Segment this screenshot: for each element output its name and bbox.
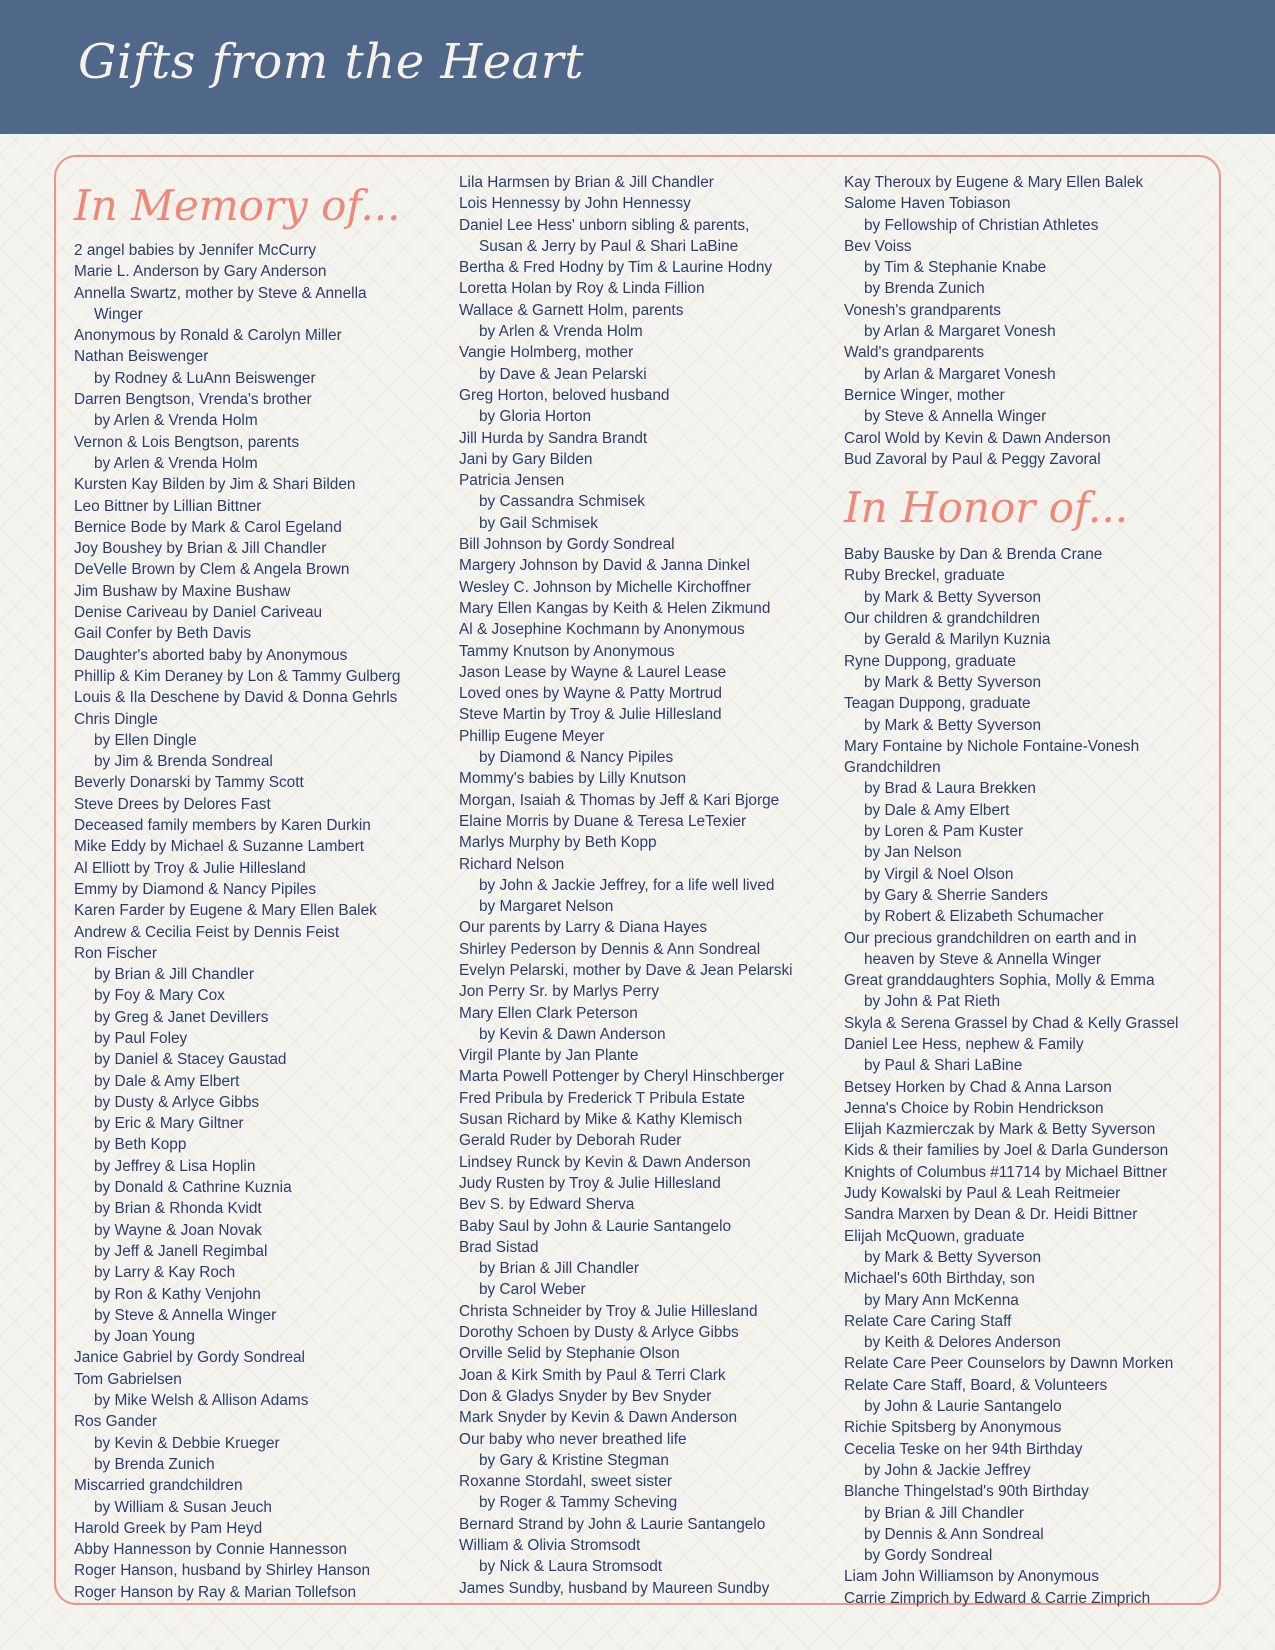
list-item: Wesley C. Johnson by Michelle Kirchoffner xyxy=(459,578,751,596)
list-item: by John & Jackie Jeffrey xyxy=(864,1461,1031,1479)
list-item: by Brian & Jill Chandler xyxy=(479,1260,639,1278)
list-item: Betsey Horken by Chad & Anna Larson xyxy=(844,1078,1112,1096)
list-item: Winger xyxy=(94,305,143,323)
list-item: Bernice Bode by Mark & Carol Egeland xyxy=(74,518,342,536)
list-item: by Loren & Pam Kuster xyxy=(864,823,1024,841)
list-item: Emmy by Diamond & Nancy Pipiles xyxy=(74,880,317,898)
list-item: Kursten Kay Bilden by Jim & Shari Bilden xyxy=(74,476,356,494)
list-item: Our baby who never breathed life xyxy=(459,1430,687,1448)
list-item: by Dennis & Ann Sondreal xyxy=(864,1525,1044,1543)
list-item: Gail Confer by Beth Davis xyxy=(74,625,252,643)
list-item: Tammy Knutson by Anonymous xyxy=(459,642,675,660)
list-item: by Brenda Zunich xyxy=(864,280,985,298)
list-item: Marlys Murphy by Beth Kopp xyxy=(459,834,657,852)
list-item: by Daniel & Stacey Gaustad xyxy=(94,1051,287,1069)
list-item: Mark Snyder by Kevin & Dawn Anderson xyxy=(459,1409,738,1427)
list-item: Lois Hennessy by John Hennessy xyxy=(459,195,691,213)
list-item: by Arlen & Vrenda Holm xyxy=(94,412,258,430)
list-item: Elaine Morris by Duane & Teresa LeTexier xyxy=(459,812,747,830)
list-item: Christa Schneider by Troy & Julie Hillesland xyxy=(459,1302,758,1320)
list-item: by Robert & Elizabeth Schumacher xyxy=(864,908,1104,926)
list-item: Elijah McQuown, graduate xyxy=(844,1227,1025,1245)
list-item: Jon Perry Sr. by Marlys Perry xyxy=(459,983,660,1001)
list-item: Jenna's Choice by Robin Hendrickson xyxy=(844,1099,1104,1117)
list-item: Phillip Eugene Meyer xyxy=(459,727,605,745)
list-item: by Dusty & Arlyce Gibbs xyxy=(94,1093,260,1111)
list-item: by John & Pat Rieth xyxy=(864,993,1001,1011)
memory-list-col3 xyxy=(844,172,1219,470)
list-item: Judy Rusten by Troy & Julie Hillesland xyxy=(459,1174,721,1192)
list-item: Leo Bittner by Lillian Bittner xyxy=(74,497,262,515)
list-item: Mary Ellen Kangas by Keith & Helen Zikmund xyxy=(459,599,771,617)
list-item: by Brad & Laura Brekken xyxy=(864,780,1036,798)
list-item: Virgil Plante by Jan Plante xyxy=(459,1047,639,1065)
list-item: Bill Johnson by Gordy Sondreal xyxy=(459,536,675,554)
list-item: by Brian & Jill Chandler xyxy=(864,1504,1024,1522)
list-item: by John & Laurie Santangelo xyxy=(864,1398,1062,1416)
list-item: Louis & Ila Deschene by David & Donna Gehrls xyxy=(74,689,398,707)
list-item: 2 angel babies by Jennifer McCurry xyxy=(74,242,317,259)
column-2 xyxy=(459,172,834,1599)
list-item: Michael's 60th Birthday, son xyxy=(844,1270,1035,1288)
list-item: Denise Cariveau by Daniel Cariveau xyxy=(74,604,323,622)
list-item: Dorothy Schoen by Dusty & Arlyce Gibbs xyxy=(459,1324,739,1342)
list-item: Al & Josephine Kochmann by Anonymous xyxy=(459,621,745,639)
list-item: Mary Ellen Clark Peterson xyxy=(459,1004,638,1022)
list-item: by Mark & Betty Syverson xyxy=(864,588,1042,606)
list-item: by Jan Nelson xyxy=(864,844,962,862)
list-item: Susan Richard by Mike & Kathy Klemisch xyxy=(459,1111,743,1129)
list-item: Loved ones by Wayne & Patty Mortrud xyxy=(459,685,722,703)
memory-list-col2 xyxy=(459,172,834,1599)
list-item: by Eric & Mary Giltner xyxy=(94,1115,244,1133)
list-item: Bev Voiss xyxy=(844,237,912,255)
list-item: by William & Susan Jeuch xyxy=(94,1498,272,1516)
list-item: Steve Martin by Troy & Julie Hillesland xyxy=(459,706,722,724)
list-item: Bev S. by Edward Sherva xyxy=(459,1196,635,1214)
list-item: Jani by Gary Bilden xyxy=(459,450,593,468)
list-item: Bernice Winger, mother xyxy=(844,386,1005,404)
list-item: Relate Care Caring Staff xyxy=(844,1312,1012,1330)
column-3 xyxy=(844,172,1219,1609)
list-item: James Sundby, husband by Maureen Sundby xyxy=(459,1579,770,1597)
list-item: Ruby Breckel, graduate xyxy=(844,567,1005,585)
list-item: Deceased family members by Karen Durkin xyxy=(74,817,371,835)
list-item: by Dale & Amy Elbert xyxy=(864,801,1010,819)
list-item: by Paul & Shari LaBine xyxy=(864,1057,1023,1075)
list-item: Al Elliott by Troy & Julie Hillesland xyxy=(74,859,306,877)
list-item: Steve Drees by Delores Fast xyxy=(74,795,271,813)
list-item: Jill Hurda by Sandra Brandt xyxy=(459,429,648,447)
list-item: by Jeffrey & Lisa Hoplin xyxy=(94,1157,256,1175)
list-item: by Arlan & Margaret Vonesh xyxy=(864,365,1056,383)
list-item: Andrew & Cecilia Feist by Dennis Feist xyxy=(74,923,340,941)
list-item: Bertha & Fred Hodny by Tim & Laurine Hodny xyxy=(459,259,773,277)
list-item: Richard Nelson xyxy=(459,855,565,873)
list-item: Our children & grandchildren xyxy=(844,610,1040,628)
list-item: by Carol Weber xyxy=(479,1281,586,1299)
list-item: Our parents by Larry & Diana Hayes xyxy=(459,919,708,937)
list-item: by Dale & Amy Elbert xyxy=(94,1072,240,1090)
list-item: Cecelia Teske on her 94th Birthday xyxy=(844,1440,1083,1458)
list-item: by Virgil & Noel Olson xyxy=(864,865,1014,883)
list-item: by Jim & Brenda Sondreal xyxy=(94,753,273,771)
list-item: Chris Dingle xyxy=(74,710,158,728)
list-item: Mary Fontaine by Nichole Fontaine-Vonesh xyxy=(844,737,1140,755)
list-item: Wald's grandparents xyxy=(844,344,985,362)
list-item: by Arlen & Vrenda Holm xyxy=(479,323,643,341)
list-item: by Nick & Laura Stromsodt xyxy=(479,1558,663,1576)
list-item: Miscarried grandchildren xyxy=(74,1477,243,1495)
list-item: Daniel Lee Hess' unborn sibling & parents, xyxy=(459,216,750,234)
column-1 xyxy=(74,172,449,1603)
list-item: Vernon & Lois Bengtson, parents xyxy=(74,433,300,451)
list-item: by Foy & Mary Cox xyxy=(94,987,225,1005)
list-item: by Kevin & Dawn Anderson xyxy=(479,1025,666,1043)
list-item: by Margaret Nelson xyxy=(479,898,614,916)
list-item: by Steve & Annella Winger xyxy=(864,408,1047,426)
list-item: by Mark & Betty Syverson xyxy=(864,673,1042,691)
list-item: Annella Swartz, mother by Steve & Annella xyxy=(74,284,367,302)
list-item: by Steve & Annella Winger xyxy=(94,1306,277,1324)
list-item: by Fellowship of Christian Athletes xyxy=(864,216,1099,234)
list-item: Daughter's aborted baby by Anonymous xyxy=(74,646,348,664)
list-item: Vonesh's grandparents xyxy=(844,301,1001,319)
header-banner xyxy=(0,0,1275,134)
list-item: by Arlen & Vrenda Holm xyxy=(94,454,258,472)
list-item: Jim Bushaw by Maxine Bushaw xyxy=(74,582,291,600)
list-item: Fred Pribula by Frederick T Pribula Estate xyxy=(459,1089,745,1107)
list-item: by Keith & Delores Anderson xyxy=(864,1334,1061,1352)
list-item: Richie Spitsberg by Anonymous xyxy=(844,1419,1062,1437)
list-item: Mike Eddy by Michael & Suzanne Lambert xyxy=(74,838,365,856)
list-item: Elijah Kazmierczak by Mark & Betty Syverson xyxy=(844,1121,1156,1139)
list-item: by Roger & Tammy Scheving xyxy=(479,1494,678,1512)
list-item: by Gary & Sherrie Sanders xyxy=(864,886,1048,904)
list-item: Loretta Holan by Roy & Linda Fillion xyxy=(459,280,705,298)
list-item: Blanche Thingelstad's 90th Birthday xyxy=(844,1483,1089,1501)
list-item: Brad Sistad xyxy=(459,1238,539,1256)
list-item: by Beth Kopp xyxy=(94,1136,187,1154)
list-item: by Gloria Horton xyxy=(479,408,592,426)
list-item: Salome Haven Tobiason xyxy=(844,195,1011,213)
list-item: Baby Bauske by Dan & Brenda Crane xyxy=(844,546,1103,564)
list-item: by Donald & Cathrine Kuznia xyxy=(94,1179,292,1197)
list-item: Nathan Beiswenger xyxy=(74,348,209,366)
list-item: by John & Jackie Jeffrey, for a life well lived xyxy=(479,876,775,894)
list-item: Mommy's babies by Lilly Knutson xyxy=(459,770,687,788)
list-item: Marta Powell Pottenger by Cheryl Hinschberger xyxy=(459,1068,785,1086)
list-item: Knights of Columbus #11714 by Michael Bittner xyxy=(844,1163,1168,1181)
list-item: Skyla & Serena Grassel by Chad & Kelly Grassel xyxy=(844,1014,1179,1032)
list-item: Roxanne Stordahl, sweet sister xyxy=(459,1473,673,1491)
list-item: Daniel Lee Hess, nephew & Family xyxy=(844,1035,1084,1053)
list-item: by Mark & Betty Syverson xyxy=(864,716,1042,734)
list-item: by Brenda Zunich xyxy=(94,1455,215,1473)
list-item: Evelyn Pelarski, mother by Dave & Jean Pelarski xyxy=(459,961,793,979)
list-item: by Paul Foley xyxy=(94,1029,188,1047)
list-item: Tom Gabrielsen xyxy=(74,1370,182,1388)
list-item: by Ron & Kathy Venjohn xyxy=(94,1285,261,1303)
list-item: Great granddaughters Sophia, Molly & Emma xyxy=(844,972,1155,990)
list-item: by Kevin & Debbie Krueger xyxy=(94,1434,280,1452)
list-item: by Arlan & Margaret Vonesh xyxy=(864,323,1056,341)
list-item: Ron Fischer xyxy=(74,944,157,962)
list-item: Janice Gabriel by Gordy Sondreal xyxy=(74,1349,305,1367)
list-item: Relate Care Peer Counselors by Dawnn Morken xyxy=(844,1355,1174,1373)
list-item: Liam John Williamson by Anonymous xyxy=(844,1568,1099,1586)
list-item: by Gary & Kristine Stegman xyxy=(479,1451,669,1469)
list-item: by Brian & Jill Chandler xyxy=(94,966,254,984)
list-item: by Larry & Kay Roch xyxy=(94,1264,236,1282)
list-item: Susan & Jerry by Paul & Shari LaBine xyxy=(479,237,739,255)
honor-list xyxy=(844,544,1219,1609)
list-item: by Mike Welsh & Allison Adams xyxy=(94,1392,309,1410)
list-item: Karen Farder by Eugene & Mary Ellen Balek xyxy=(74,902,377,920)
list-item: Abby Hannesson by Connie Hannesson xyxy=(74,1541,347,1559)
memory-list-col1 xyxy=(74,240,449,1603)
list-item: Our precious grandchildren on earth and in xyxy=(844,929,1137,947)
list-item: Teagan Duppong, graduate xyxy=(844,695,1031,713)
list-item: Vangie Holmberg, mother xyxy=(459,344,634,362)
list-item: by Diamond & Nancy Pipiles xyxy=(479,749,674,767)
list-item: by Rodney & LuAnn Beiswenger xyxy=(94,369,316,387)
list-item: Carrie Zimprich by Edward & Carrie Zimprich xyxy=(844,1589,1151,1607)
list-item: Greg Horton, beloved husband xyxy=(459,386,670,404)
list-item: Grandchildren xyxy=(844,759,941,777)
list-item: Jason Lease by Wayne & Laurel Lease xyxy=(459,663,727,681)
list-item: Beverly Donarski by Tammy Scott xyxy=(74,774,304,792)
list-item: by Brian & Rhonda Kvidt xyxy=(94,1200,262,1218)
list-item: by Tim & Stephanie Knabe xyxy=(864,259,1047,277)
list-item: Harold Greek by Pam Heyd xyxy=(74,1519,263,1537)
list-item: by Mark & Betty Syverson xyxy=(864,1248,1042,1266)
list-item: Marie L. Anderson by Gary Anderson xyxy=(74,263,327,281)
list-item: Judy Kowalski by Paul & Leah Reitmeier xyxy=(844,1185,1121,1203)
list-item: Roger Hanson, husband by Shirley Hanson xyxy=(74,1562,371,1580)
list-item: Relate Care Staff, Board, & Volunteers xyxy=(844,1376,1108,1394)
list-item: Sandra Marxen by Dean & Dr. Heidi Bittner xyxy=(844,1206,1138,1224)
list-item: Kids & their families by Joel & Darla Gunderson xyxy=(844,1142,1169,1160)
list-item: William & Olivia Stromsodt xyxy=(459,1537,641,1554)
list-item: Wallace & Garnett Holm, parents xyxy=(459,301,684,319)
honor-section-title: In Honor of... xyxy=(844,483,1129,533)
list-item: Anonymous by Ronald & Carolyn Miller xyxy=(74,327,342,345)
list-item: Kay Theroux by Eugene & Mary Ellen Balek xyxy=(844,174,1144,191)
list-item: Joy Boushey by Brian & Jill Chandler xyxy=(74,540,327,558)
list-item: by Ellen Dingle xyxy=(94,731,197,749)
list-item: Phillip & Kim Deraney by Lon & Tammy Gulberg xyxy=(74,667,401,685)
list-item: Orville Selid by Stephanie Olson xyxy=(459,1345,680,1363)
list-item: DeVelle Brown by Clem & Angela Brown xyxy=(74,561,350,579)
list-item: Margery Johnson by David & Janna Dinkel xyxy=(459,557,750,575)
list-item: by Greg & Janet Devillers xyxy=(94,1008,269,1026)
list-item: Bud Zavoral by Paul & Peggy Zavoral xyxy=(844,450,1101,468)
list-item: Roger Hanson by Ray & Marian Tollefson xyxy=(74,1583,357,1601)
list-item: by Dave & Jean Pelarski xyxy=(479,365,647,383)
list-item: Lindsey Runck by Kevin & Dawn Anderson xyxy=(459,1153,751,1171)
list-item: heaven by Steve & Annella Winger xyxy=(864,950,1101,968)
list-item: Patricia Jensen xyxy=(459,472,565,490)
list-item: Gerald Ruder by Deborah Ruder xyxy=(459,1132,682,1150)
list-item: by Mary Ann McKenna xyxy=(864,1291,1019,1309)
list-item: Bernard Strand by John & Laurie Santangelo xyxy=(459,1515,766,1533)
list-item: by Wayne & Joan Novak xyxy=(94,1221,262,1239)
list-item: Baby Saul by John & Laurie Santangelo xyxy=(459,1217,732,1235)
list-item: by Gerald & Marilyn Kuznia xyxy=(864,631,1051,649)
list-item: Ryne Duppong, graduate xyxy=(844,652,1016,670)
list-item: Joan & Kirk Smith by Paul & Terri Clark xyxy=(459,1366,726,1384)
page-title: Gifts from the Heart xyxy=(78,34,585,90)
list-item: Don & Gladys Snyder by Bev Snyder xyxy=(459,1387,712,1405)
list-item: Ros Gander xyxy=(74,1413,157,1431)
list-item: by Joan Young xyxy=(94,1328,195,1346)
list-item: by Jeff & Janell Regimbal xyxy=(94,1242,268,1260)
list-item: by Gail Schmisek xyxy=(479,514,598,532)
list-item: by Cassandra Schmisek xyxy=(479,493,645,511)
list-item: by Gordy Sondreal xyxy=(864,1547,993,1565)
list-item: Carol Wold by Kevin & Dawn Anderson xyxy=(844,429,1111,447)
list-item: Lila Harmsen by Brian & Jill Chandler xyxy=(459,174,714,191)
memory-section-title: In Memory of... xyxy=(74,181,401,230)
list-item: Darren Bengtson, Vrenda's brother xyxy=(74,391,312,409)
list-item: Morgan, Isaiah & Thomas by Jeff & Kari Bjorge xyxy=(459,791,780,809)
list-item: Shirley Pederson by Dennis & Ann Sondreal xyxy=(459,940,761,958)
